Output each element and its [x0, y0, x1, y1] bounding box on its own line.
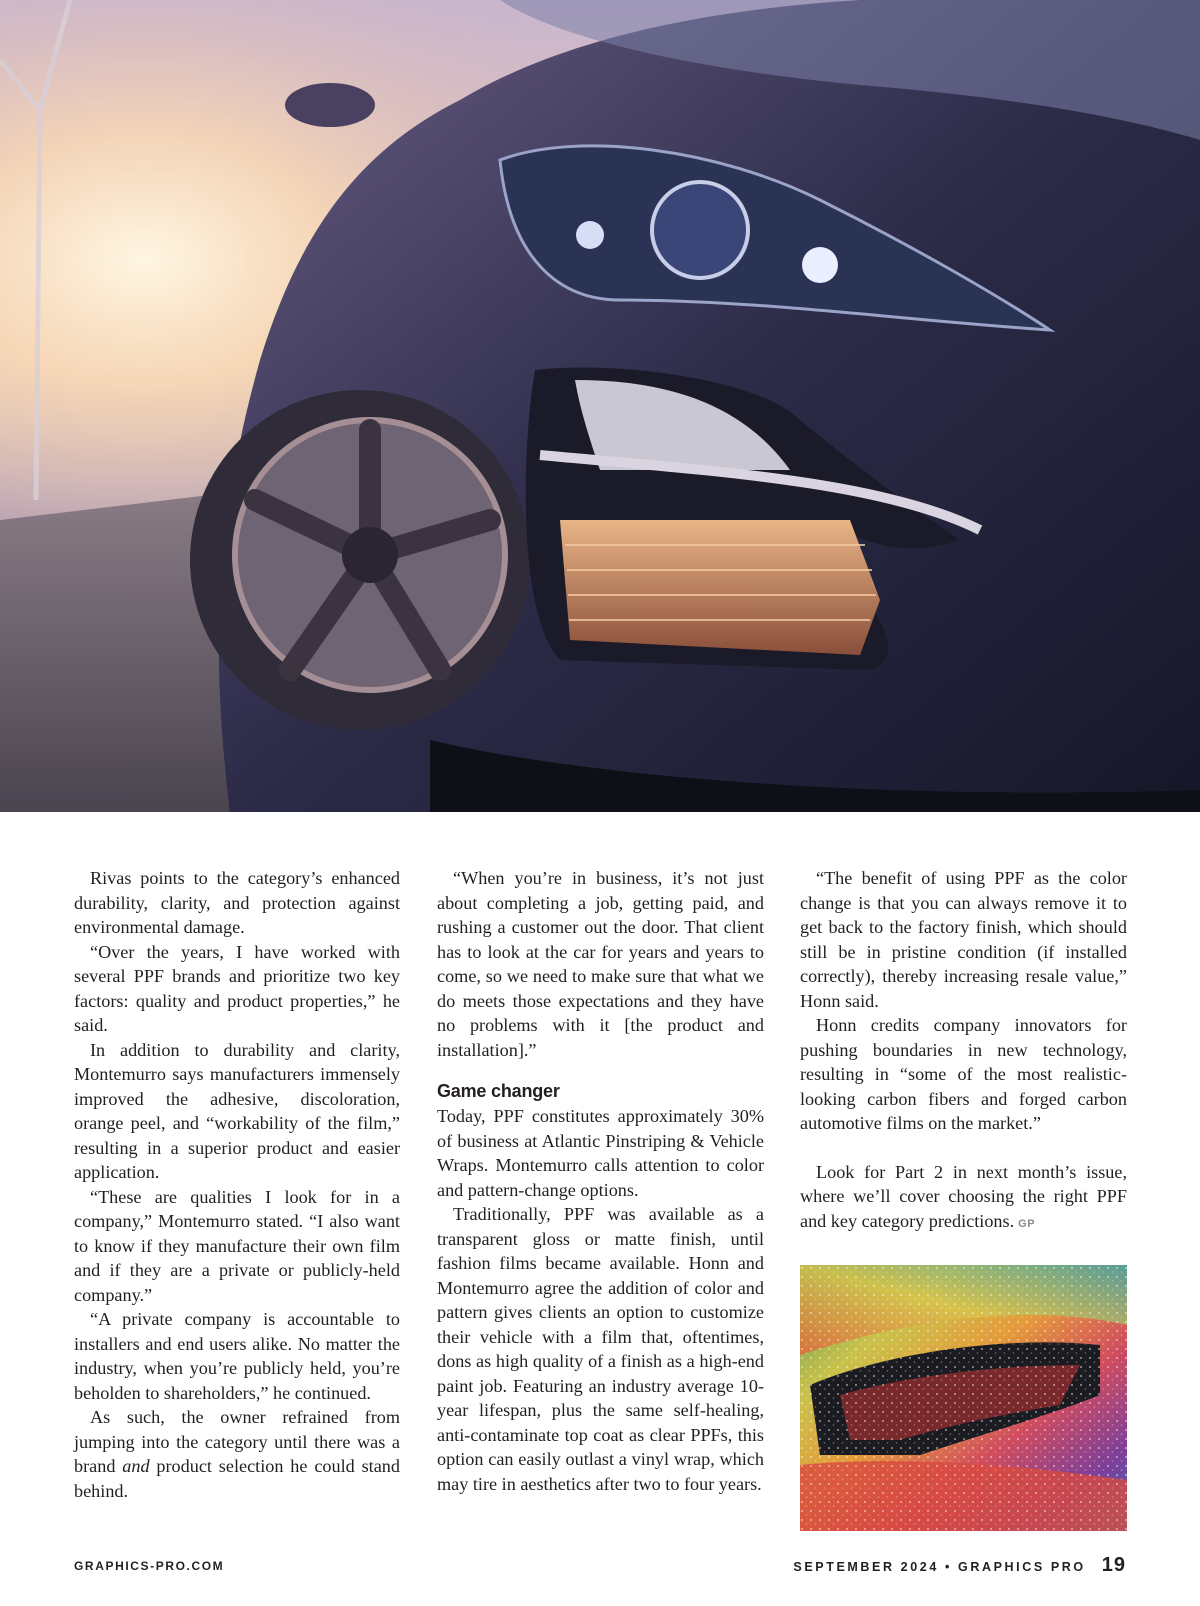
closing-paragraph	[800, 1160, 1127, 1237]
article-column-1	[74, 866, 400, 1503]
paragraph: “These are qualities I look for in a company,” Montemurro stated. “I also want to know if they manufacture their own film and if they are a private or publicly-held company.”	[74, 1186, 400, 1305]
article-column-2	[437, 866, 764, 1496]
text-run: product selection he could stand behind.	[74, 1456, 400, 1501]
paragraph: Today, PPF constitutes approximately 30% of business at Atlantic Pinstriping & Vehicle Wraps. Montemurro calls attention to color and pattern-change options.	[437, 1106, 764, 1200]
page-number: 19	[1101, 1554, 1126, 1576]
spacer	[800, 1136, 1127, 1160]
footer-website: GRAPHICS-PRO.COM	[74, 1559, 225, 1573]
text-run: As such, the owner refrained from jumping into the category until there was a brand	[74, 1407, 400, 1476]
article-column-3	[800, 866, 1127, 1236]
paragraph: Traditionally, PPF was available as a transparent gloss or matte finish, until fashion films became available. Honn and Montemurro agree the addition of color and pattern gives clients an option to customize their vehicle with a film that, oftentimes, dons as high quality of a finish as a high-end paint job. Featuring an industry average 10-year lifespan, plus the same self-healing, anti-contaminate top coat as clear PPFs, this option can easily outlast a vinyl wrap, which may tire in aesthetics after two to four years.	[437, 1204, 764, 1494]
quote-paragraph: “When you’re in business, it’s not just about completing a job, getting paid, and rushing a customer out the door. That client has to look at the car for years and years to come, so we need to make sure that what we do meets those expectations and they have no problems with it [the product and installation].”	[437, 868, 764, 1060]
paragraph-closing	[74, 1405, 400, 1503]
emphasis-text: and	[122, 1456, 150, 1476]
paragraph: “A private company is accountable to installers and end users alike. No matter the industry, when you’re publicly held, you’re beholden to shareholders,” he continued.	[74, 1309, 400, 1403]
section-heading: Game changer	[437, 1081, 560, 1101]
paragraph: Honn credits company innovators for pushing boundaries in new technology, resulting in “some of the most realistic-looking carbon fibers and forged carbon automotive films on the market.”	[800, 1015, 1127, 1133]
inset-car-photo	[800, 1265, 1127, 1531]
footer-folio	[793, 1554, 1126, 1577]
paragraph: “Over the years, I have worked with several PPF brands and prioritize two key factors: quality and product properties,” he said.	[74, 941, 400, 1035]
iridescent-wrap-illustration	[800, 1265, 1127, 1531]
text-run: Look for Part 2 in next month’s issue, where we’ll cover choosing the right PPF and key category predictions.	[800, 1161, 1127, 1231]
paragraph: In addition to durability and clarity, Montemurro says manufacturers immensely improved the adhesive, discoloration, orange peel, and “workability of the film,” resulting in a superior product and easier application.	[74, 1039, 400, 1182]
end-mark: GP	[1018, 1217, 1036, 1230]
paragraph: Rivas points to the category’s enhanced durability, clarity, and protection against environmental damage.	[74, 868, 400, 937]
paragraph: “The benefit of using PPF as the color change is that you can always remove it to get back to the factory finish, which should still be in pristine condition (if installed correctly), thereby increasing resale value,” Honn said.	[800, 868, 1127, 1011]
footer-issue: SEPTEMBER 2024 • GRAPHICS PRO	[793, 1560, 1086, 1574]
